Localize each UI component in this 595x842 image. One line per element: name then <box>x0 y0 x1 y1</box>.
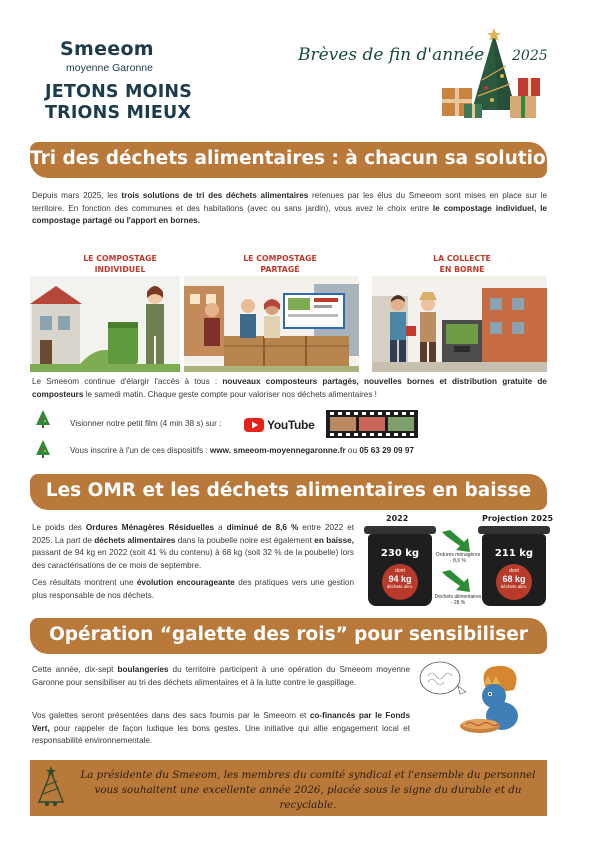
tree-bullet-icon <box>36 440 50 458</box>
bin-2022-year: 2022 <box>386 514 409 523</box>
illustration-collecte-borne <box>372 276 547 372</box>
page-title: Brèves de fin d'année <box>298 45 485 65</box>
section3-paragraph2: Vos galettes seront présentées dans des sacs fournis par le Smeeom et co-financés par le Fonds Vert, pour rappeler de façon ludique les bons gestes. Une initiative qui allie engagement local et responsabilité environnementale. <box>32 711 410 745</box>
bin-2025 <box>482 534 546 606</box>
section2-paragraph2: Ces résultats montrent une évolution encourageante des pratiques vers une gestion plus responsable de nos déchets. <box>32 578 355 600</box>
arrow2-caption: Déchets alimentaires - 28 % <box>434 594 482 606</box>
section-banner-tri: Tri des déchets alimentaires : à chacun sa solution <box>30 142 547 178</box>
section-banner-omr: Les OMR et les déchets alimentaires en baisse <box>30 474 547 510</box>
phone-number[interactable]: 05 63 29 09 97 <box>359 446 414 455</box>
down-arrow-icon <box>440 528 474 554</box>
label-collecte-borne: LA COLLECTE EN BORNE <box>433 254 491 274</box>
bin-2025-food-badge: dont 68 kg déchets alim. <box>496 564 532 600</box>
label-compostage-partage: LE COMPOSTAGE PARTAGÉ <box>243 254 317 274</box>
section1-body: Le Smeeom continue d'élargir l'accès à tous : nouveaux composteurs partagés, nouvelles bornes et distribution gratuite de composteurs le samedi matin. Chaque geste compte pour valoriser nos déchets alimentaires ! <box>32 377 547 399</box>
arrow1-caption: Ordures ménagères - 8,6 % <box>435 552 481 564</box>
youtube-label: YouTube <box>267 418 315 432</box>
section-banner-galette: Opération “galette des rois” pour sensibiliser <box>30 618 547 654</box>
down-arrow-icon <box>440 568 474 594</box>
website-link[interactable]: www. smeeom-moyennegaronne.fr <box>209 446 346 455</box>
youtube-icon <box>244 418 264 432</box>
bin-2022 <box>368 534 432 606</box>
bin-2025-lid <box>478 526 550 534</box>
section2-paragraph1: Le poids des Ordures Ménagères Résiduelles a diminué de 8,6 % entre 2022 et 2025. La part de déchets alimentaires dans la poubelle noire est également en baisse, passant de 94 kg en 2022 (soit 41 % du contenu) à 68 kg (soit 32 % de la poubelle) lors des caractérisations de ce mois de septembre. <box>32 523 354 570</box>
video-text: Visionner notre petit film (4 min 38 s) sur : <box>70 419 222 428</box>
christmas-tree-gifts-illustration <box>436 26 548 126</box>
section3-paragraph1: Cette année, dix-sept boulangeries du territoire participent à une opération du Smeeom moyenne Garonne pour sensibiliser au tri des déchets alimentaires et à la lutte contre le gaspillage. <box>32 665 410 687</box>
video-filmstrip-thumbnail[interactable] <box>326 410 418 438</box>
logo-subtitle: moyenne Garonne <box>66 62 153 74</box>
squirrel-galette-illustration <box>418 654 546 746</box>
bin-2022-lid <box>364 526 436 534</box>
illustration-compostage-individuel <box>30 276 180 372</box>
label-compostage-individuel: LE COMPOSTAGE INDIVIDUEL <box>83 254 157 274</box>
tree-bullet-icon <box>36 410 50 428</box>
youtube-link[interactable] <box>244 418 315 432</box>
footer-message: La présidente du Smeeom, les membres du comité syndical et l'ensemble du personnel vous souhaitent une excellente année 2026, placée sous le signe du durable et du recyclable. <box>80 769 536 811</box>
tagline: JETONS MOINS TRIONS MIEUX <box>45 82 193 123</box>
signup-text: Vous inscrire à l'un de ces dispositifs : www. smeeom-moyennegaronne.fr ou 05 63 29 09 97 <box>70 446 414 455</box>
section1-intro: Depuis mars 2025, les trois solutions de tri des déchets alimentaires retenues par les élus du Smeeom sont mises en place sur le territoire. En fonction des communes et des habitations (avec ou sans jardin), vous avez le choix entre le compostage individuel, le compostage partagé ou l'apport en bornes. <box>32 191 547 225</box>
bin-2025-total: 211 kg <box>494 548 534 559</box>
bin-2022-food-badge: dont 94 kg déchets alim. <box>382 564 418 600</box>
filmstrip-icon <box>326 410 418 438</box>
bin-2022-total: 230 kg <box>380 548 420 559</box>
page-year: 2025 <box>512 48 548 64</box>
bin-2025-year: Projection 2025 <box>482 514 554 523</box>
christmas-tree-icon <box>36 766 66 808</box>
illustration-compostage-partage <box>184 276 359 372</box>
logo-brand: Smeeom <box>60 38 154 60</box>
